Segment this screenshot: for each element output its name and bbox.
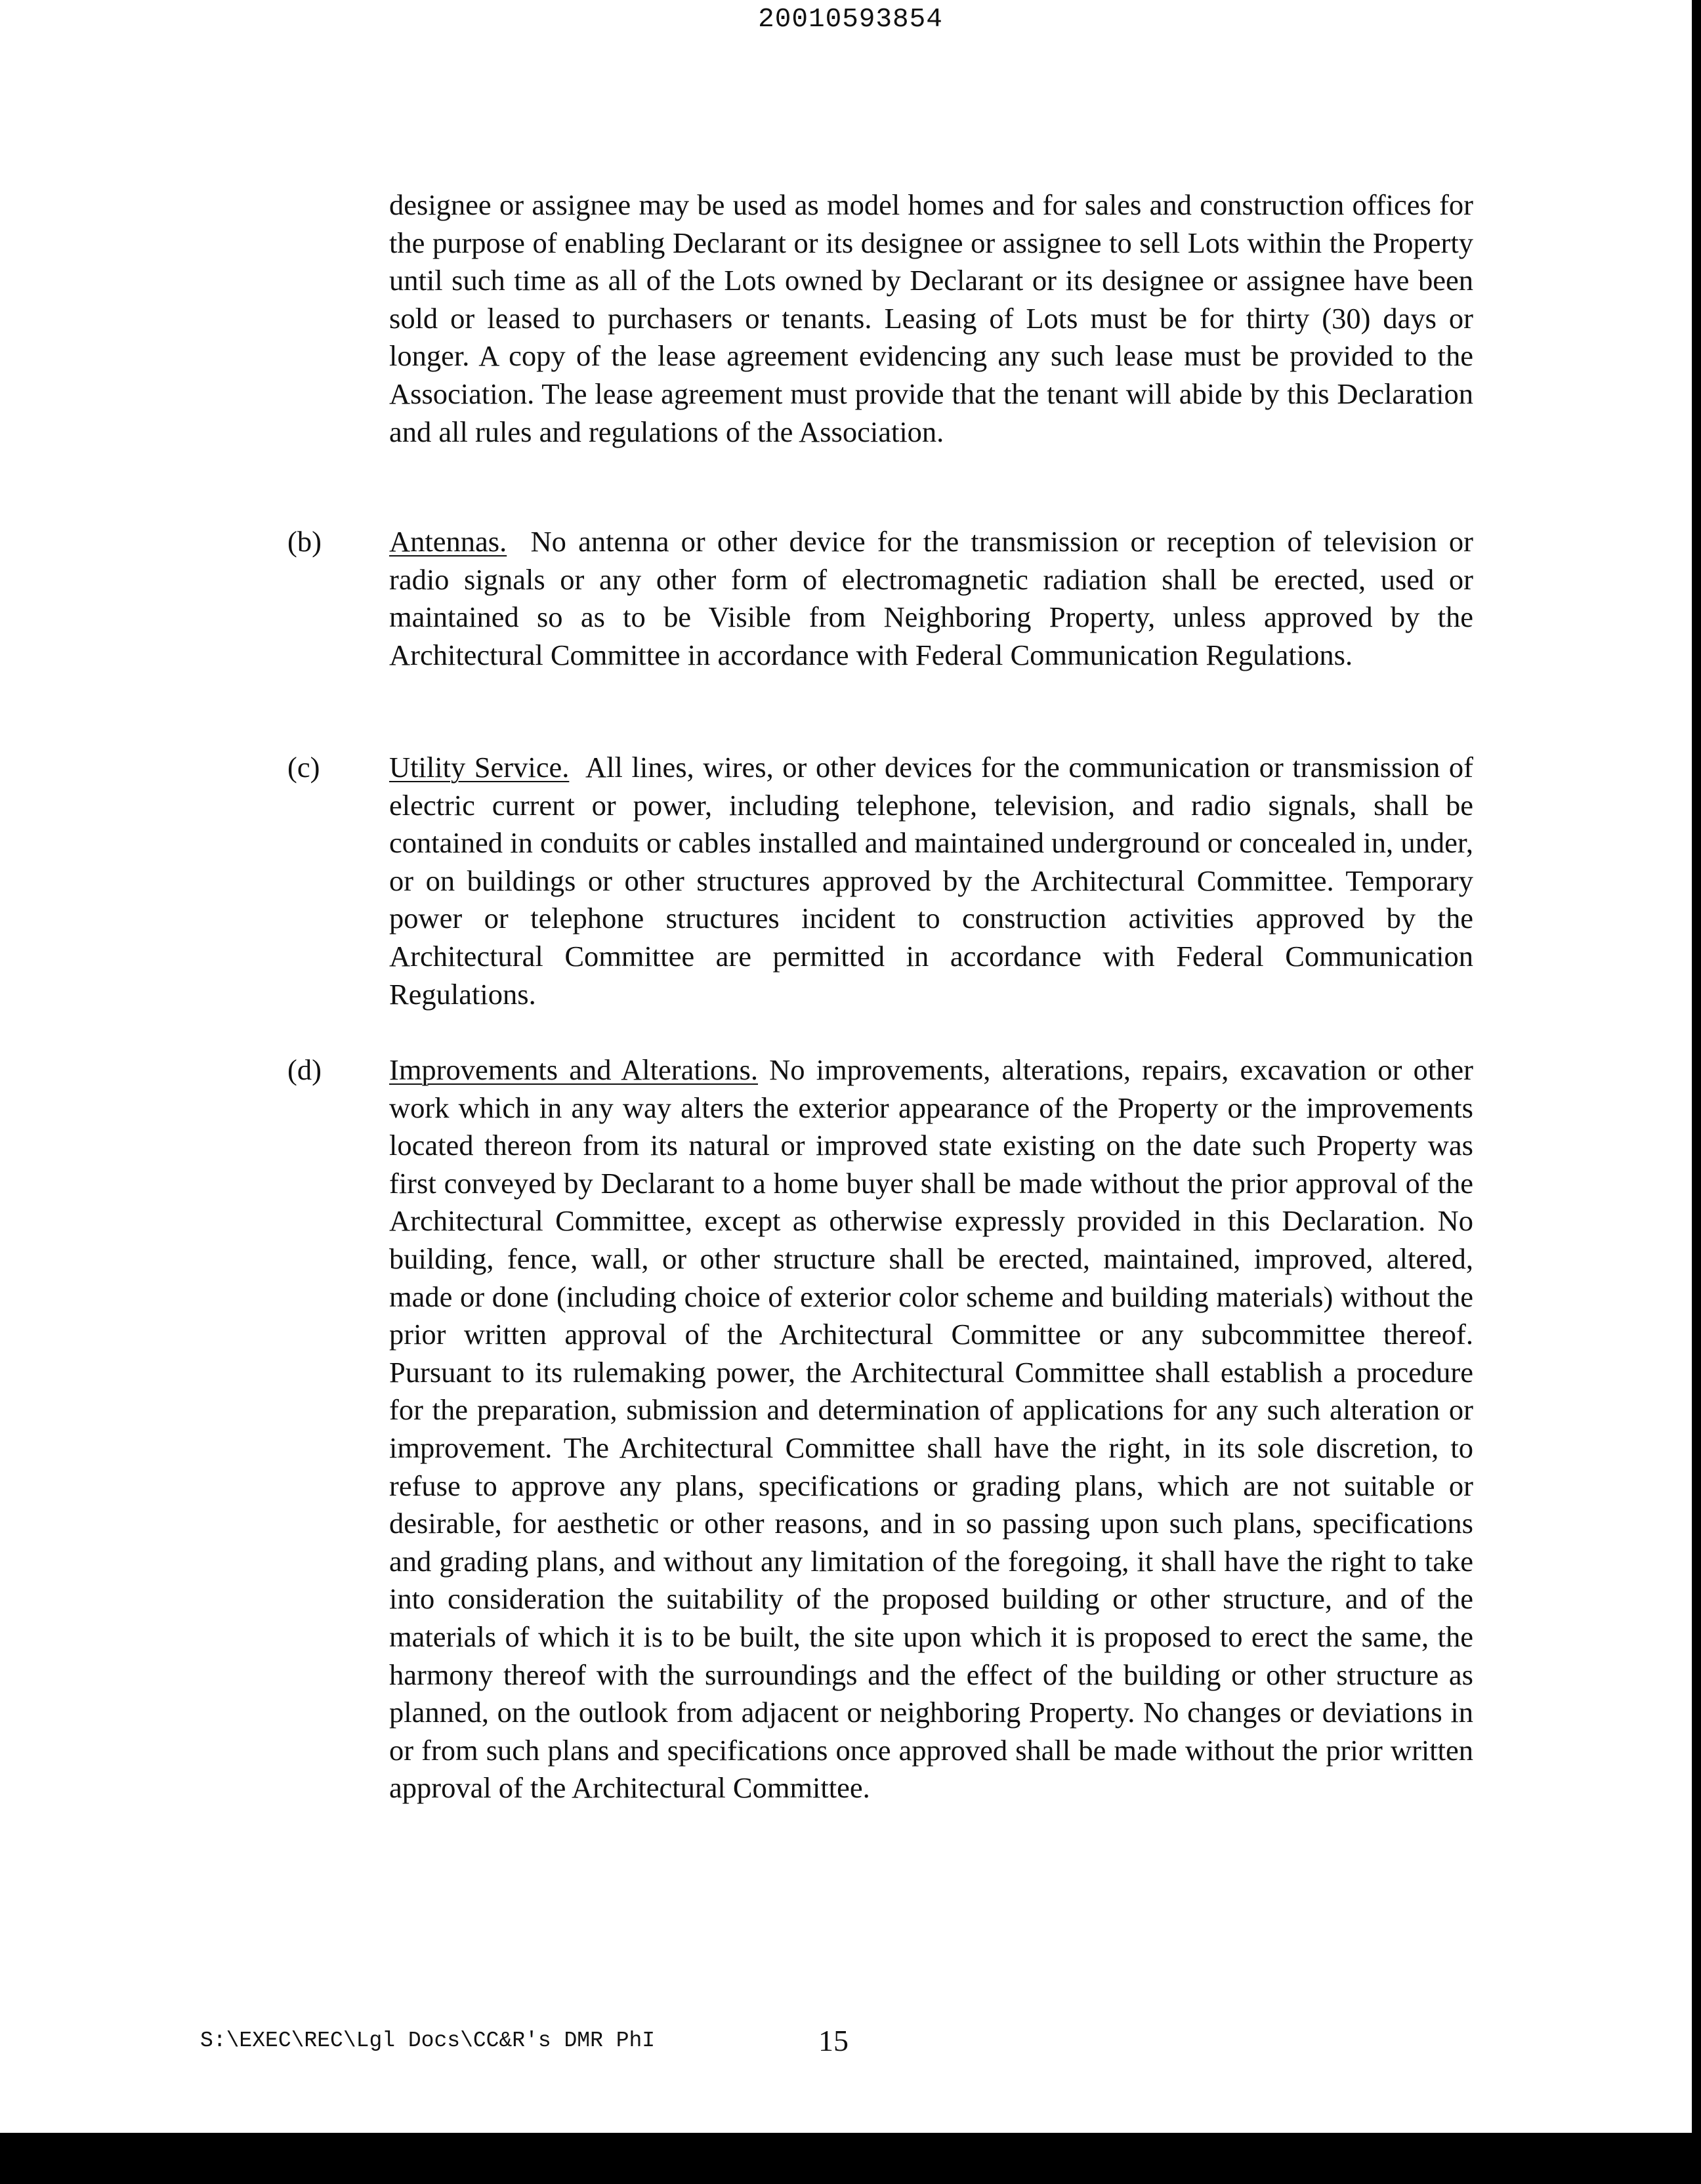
section-b-marker: (b)	[287, 525, 322, 558]
intro-paragraph: designee or assignee may be used as model homes and for sales and construction offices for the purpose of enabling Declarant or its designee or assignee to sell Lots within the Property until such time as all of the Lots owned by Declarant or its designee or assignee have been sold or leased to purchasers or tenants. Leasing of Lots must be for thirty (30) days or longer. A copy of the lease agreement evidencing any such lease must be provided to the Association. The lease agreement must provide that the tenant will abide by this Declaration and all rules and regulations of the Association.	[389, 188, 1473, 448]
section-b-text: No antenna or other device for the transmission or reception of television or radio signals or any other form of electromagnetic radiation shall be erected, used or maintained so as to be Visible from Neighboring Property, unless approved by the Architectural Committee in accordance with Federal Communication Regulations.	[389, 525, 1473, 671]
section-c-paragraph	[389, 749, 1473, 1013]
section-c-marker: (c)	[287, 751, 320, 784]
section-d-heading: Improvements and Alterations.	[389, 1053, 758, 1086]
footer-file-path: S:\EXEC\REC\Lgl Docs\CC&R's DMR PhI	[200, 2028, 656, 2053]
scan-right-edge	[1692, 0, 1701, 2133]
section-d-marker: (d)	[287, 1053, 322, 1086]
section-b-paragraph	[389, 523, 1473, 674]
page-number: 15	[818, 2024, 849, 2057]
section-c-text: All lines, wires, or other devices for the communication or transmission of electric current or power, including telephone, television, and radio signals, shall be contained in conduits or cables installed and maintained underground or concealed in, under, or on buildings or other structures approved by the Architectural Committee. Temporary power or telephone structures incident to construction activities approved by the Architectural Committee are permitted in accordance with Federal Communication Regulations.	[389, 751, 1474, 1011]
document-number: 20010593854	[758, 5, 943, 35]
section-c-heading: Utility Service.	[389, 751, 570, 784]
section-d-text: No improvements, alterations, repairs, excavation or other work which in any way alters the exterior appearance of the Property or the improvements located thereon from its natural or improved state existing on the date such Property was first conveyed by Declarant to a home buyer shall be made without the prior approval of the Architectural Committee, except as otherwise expressly provided in this Declaration. No building, fence, wall, or other structure shall be erected, maintained, improved, altered, made or done (including choice of exterior color scheme and building materials) without the prior written approval of the Architectural Committee or any subcommittee thereof. Pursuant to its rulemaking power, the Architectural Committee shall establish a procedure for the preparation, submission and determination of applications for any such alteration or improvement. The Architectural Committee shall have the right, in its sole discretion, to refuse to approve any plans, specifications or grading plans, which are not suitable or desirable, for aesthetic or other reasons, and in so passing upon such plans, specifications and grading plans, and without any limitation of the foregoing, it shall have the right to take into consideration the suitability of the proposed building or other structure, and of the materials of which it is to be built, the site upon which it is proposed to erect the same, the harmony thereof with the surroundings and the effect of the building or other structure as planned, on the outlook from adjacent or neighboring Property. No changes or deviations in or from such plans and specifications once approved shall be made without the prior written approval of the Architectural Committee.	[389, 1053, 1473, 1805]
scan-bottom-band	[0, 2133, 1701, 2184]
section-d-paragraph	[389, 1051, 1473, 1807]
section-b-heading: Antennas.	[389, 525, 507, 558]
